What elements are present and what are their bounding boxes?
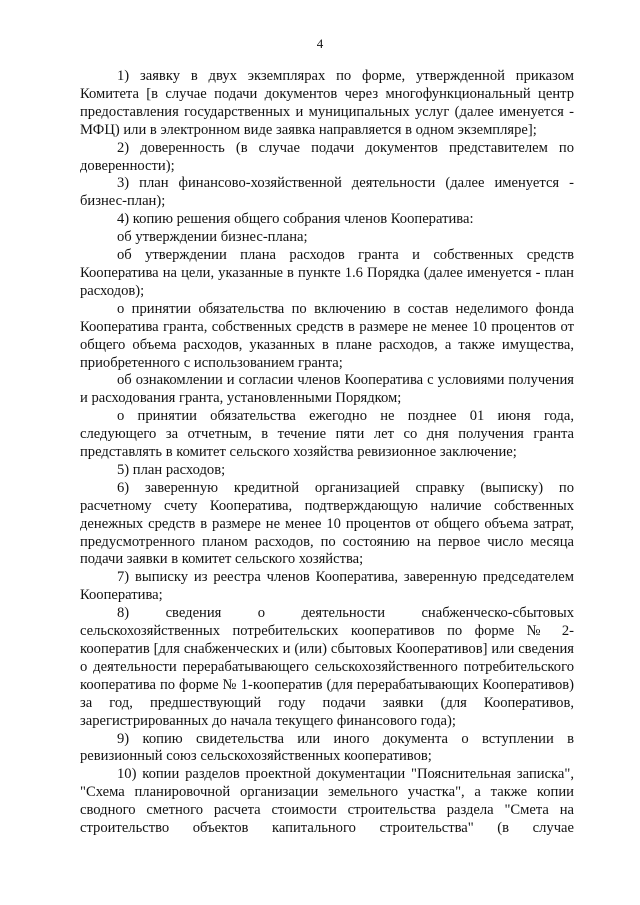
paragraph-item-9: 9) копию свидетельства или иного документа о вступлении в ревизионный союз сельскохозяйственных кооперативов; xyxy=(80,730,574,765)
paragraph-subitem-acquaintance: об ознакомлении и согласии членов Кооператива с условиями получения и расходования гранта, установленными Порядком; xyxy=(80,372,574,407)
document-body xyxy=(80,68,574,838)
paragraph-item-4: 4) копию решения общего собрания членов Кооператива: xyxy=(117,211,474,228)
paragraph-item-2: 2) доверенность (в случае подачи документов представителем по доверенности); xyxy=(80,139,574,174)
paragraph-subitem-business-plan: об утверждении бизнес-плана; xyxy=(117,229,308,246)
paragraph-subitem-indivisible-fund: о принятии обязательства по включению в состав неделимого фонда Кооператива гранта, собственных средств в размере не менее 10 процентов от общего объема расходов, указанных в плане расходов, а также имущества, приобретенного с использованием гранта; xyxy=(80,300,574,371)
paragraph-item-5: 5) план расходов; xyxy=(117,461,226,478)
paragraph-subitem-audit-obligation: о принятии обязательства ежегодно не позднее 01 июня года, следующего за отчетным, в течение пяти лет со дня получения гранта представлять в комитет сельского хозяйства ревизионное заключение; xyxy=(80,408,574,461)
paragraph-item-3: 3) план финансово-хозяйственной деятельности (далее именуется - бизнес-план); xyxy=(80,175,574,210)
paragraph-item-7: 7) выписку из реестра членов Кооператива, заверенную председателем Кооператива; xyxy=(80,569,574,604)
paragraph-item-1: 1) заявку в двух экземплярах по форме, утвержденной приказом Комитета [в случае подачи документов через многофункциональный центр предоставления государственных и муниципальных услуг (далее именуется - МФЦ) или в электронном виде заявка направляется в одном экземпляре]; xyxy=(80,68,574,138)
paragraph-item-8: 8) сведения о деятельности снабженческо-сбытовых сельскохозяйственных потребительских кооперативов по форме № 2-кооператив [для снабженческих и (или) сбытовых Кооперативов] или сведения о деятельности перерабатывающего сельскохозяйственного потребительского кооператива по форме № 1-кооператив (для перерабатывающих Кооперативов) за год, предшествующий году подачи заявки (для Кооперативов, зарегистрированных до начала текущего финансового года); xyxy=(80,605,574,729)
page-number: 4 xyxy=(316,36,324,51)
paragraph-item-10: 10) копии разделов проектной документации "Пояснительная записка", "Схема планировочной организации земельного участка", а также копии сводного сметного расчета стоимости строительства раздела "Смета на строительство объектов капитального строительства" (в случае xyxy=(80,766,574,837)
paragraph-subitem-expense-plan: об утверждении плана расходов гранта и собственных средств Кооператива на цели, указанные в пункте 1.6 Порядка (далее именуется - план расходов); xyxy=(80,247,574,299)
paragraph-item-6: 6) заверенную кредитной организацией справку (выписку) по расчетному счету Кооператива, подтверждающую наличие собственных денежных средств в размере не менее 10 процентов от общего объема затрат, предусмотренного планом расходов, по состоянию на первое число месяца подачи заявки в комитет сельского хозяйства; xyxy=(80,479,574,568)
